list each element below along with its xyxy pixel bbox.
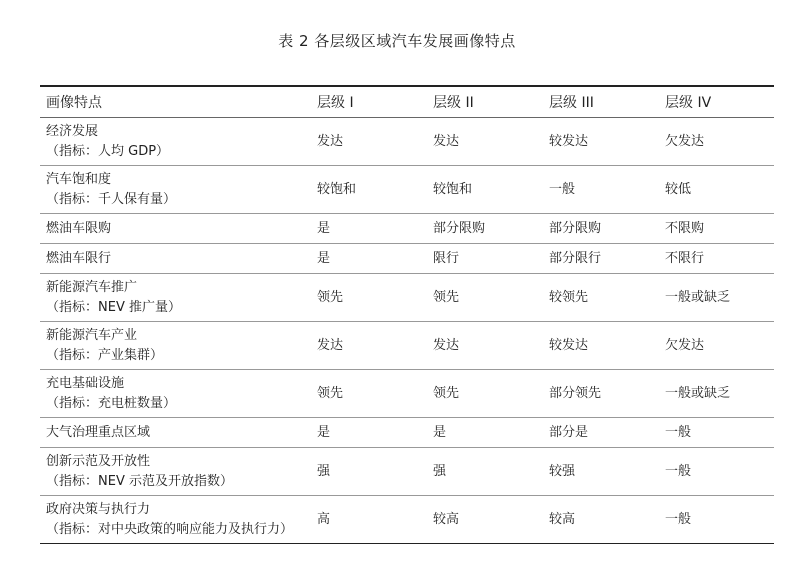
level-1-cell: 高 bbox=[317, 511, 331, 527]
level-3-cell: 较领先 bbox=[549, 289, 589, 305]
level-4-cell: 欠发达 bbox=[665, 133, 705, 149]
feature-label: 大气治理重点区域 bbox=[46, 424, 151, 440]
table-row bbox=[40, 370, 774, 418]
level-4-cell: 一般 bbox=[665, 463, 692, 479]
level-4-cell: 一般或缺乏 bbox=[665, 385, 731, 401]
level-4-cell: 不限行 bbox=[665, 250, 705, 266]
level-2-cell: 领先 bbox=[433, 289, 460, 305]
level-2-cell: 限行 bbox=[433, 250, 460, 266]
level-3-cell: 较发达 bbox=[549, 133, 589, 149]
level-3-cell: 较高 bbox=[549, 511, 576, 527]
feature-label: 汽车饱和度 bbox=[46, 171, 112, 187]
table-row bbox=[40, 496, 774, 544]
level-3-cell: 部分领先 bbox=[549, 385, 602, 401]
table-row bbox=[40, 322, 774, 370]
level-3-cell: 较强 bbox=[549, 463, 576, 479]
level-2-cell: 较高 bbox=[433, 511, 460, 527]
indicator-label: （指标：对中央政策的响应能力及执行力） bbox=[46, 521, 294, 537]
level-1-cell: 领先 bbox=[317, 385, 344, 401]
feature-label: 燃油车限行 bbox=[46, 250, 112, 266]
table-row bbox=[40, 244, 774, 274]
feature-cell bbox=[40, 322, 311, 370]
level-4-cell: 一般 bbox=[665, 424, 692, 440]
indicator-label: （指标：NEV 推广量） bbox=[46, 299, 181, 315]
feature-label: 经济发展 bbox=[46, 123, 99, 139]
level-3-cell: 部分限购 bbox=[549, 220, 602, 236]
feature-label: 充电基础设施 bbox=[46, 375, 125, 391]
table-row bbox=[40, 118, 774, 166]
level-1-cell: 领先 bbox=[317, 289, 344, 305]
indicator-label: （指标：充电桩数量） bbox=[46, 395, 177, 411]
indicator-label: （指标：千人保有量） bbox=[46, 191, 177, 207]
table-row bbox=[40, 274, 774, 322]
level-1-cell: 是 bbox=[317, 424, 331, 440]
table-row bbox=[40, 418, 774, 448]
indicator-label: （指标：NEV 示范及开放指数） bbox=[46, 473, 233, 489]
feature-label: 燃油车限购 bbox=[46, 220, 112, 236]
table-row bbox=[40, 166, 774, 214]
feature-cell bbox=[40, 244, 311, 274]
feature-cell bbox=[40, 166, 311, 214]
feature-label: 创新示范及开放性 bbox=[46, 453, 151, 469]
level-1-cell: 是 bbox=[317, 250, 331, 266]
indicator-label: （指标：人均 GDP） bbox=[46, 143, 170, 159]
table-header-row bbox=[40, 86, 774, 118]
level-1-cell: 是 bbox=[317, 220, 331, 236]
header-level-1: 层级 I bbox=[317, 95, 354, 111]
level-4-cell: 不限购 bbox=[665, 220, 705, 236]
feature-cell bbox=[40, 274, 311, 322]
level-4-cell: 较低 bbox=[665, 181, 692, 197]
level-1-cell: 发达 bbox=[317, 133, 344, 149]
level-2-cell: 领先 bbox=[433, 385, 460, 401]
level-2-cell: 发达 bbox=[433, 337, 460, 353]
level-1-cell: 强 bbox=[317, 463, 331, 479]
feature-cell bbox=[40, 214, 311, 244]
table-row bbox=[40, 214, 774, 244]
level-4-cell: 欠发达 bbox=[665, 337, 705, 353]
header-level-4: 层级 IV bbox=[665, 95, 712, 111]
level-2-cell: 发达 bbox=[433, 133, 460, 149]
table-title: 表 2 各层级区域汽车发展画像特点 bbox=[278, 32, 516, 50]
feature-cell bbox=[40, 448, 311, 496]
level-4-cell: 一般或缺乏 bbox=[665, 289, 731, 305]
feature-label: 新能源汽车产业 bbox=[46, 327, 138, 343]
level-2-cell: 较饱和 bbox=[433, 181, 473, 197]
header-level-2: 层级 II bbox=[433, 95, 474, 111]
feature-cell bbox=[40, 496, 311, 544]
level-4-cell: 一般 bbox=[665, 511, 692, 527]
feature-label: 新能源汽车推广 bbox=[46, 279, 138, 295]
level-1-cell: 发达 bbox=[317, 337, 344, 353]
level-3-cell: 一般 bbox=[549, 181, 576, 197]
level-3-cell: 部分是 bbox=[549, 424, 589, 440]
region-profile-table bbox=[40, 85, 774, 544]
indicator-label: （指标：产业集群） bbox=[46, 347, 164, 363]
level-2-cell: 是 bbox=[433, 424, 447, 440]
level-2-cell: 强 bbox=[433, 463, 447, 479]
header-level-3: 层级 III bbox=[549, 95, 594, 111]
feature-cell bbox=[40, 370, 311, 418]
feature-cell bbox=[40, 118, 311, 166]
feature-label: 政府决策与执行力 bbox=[46, 501, 151, 517]
table-row bbox=[40, 448, 774, 496]
level-3-cell: 部分限行 bbox=[549, 250, 602, 266]
header-feature: 画像特点 bbox=[46, 95, 102, 111]
level-3-cell: 较发达 bbox=[549, 337, 589, 353]
feature-cell bbox=[40, 418, 311, 448]
level-2-cell: 部分限购 bbox=[433, 220, 486, 236]
level-1-cell: 较饱和 bbox=[317, 181, 357, 197]
